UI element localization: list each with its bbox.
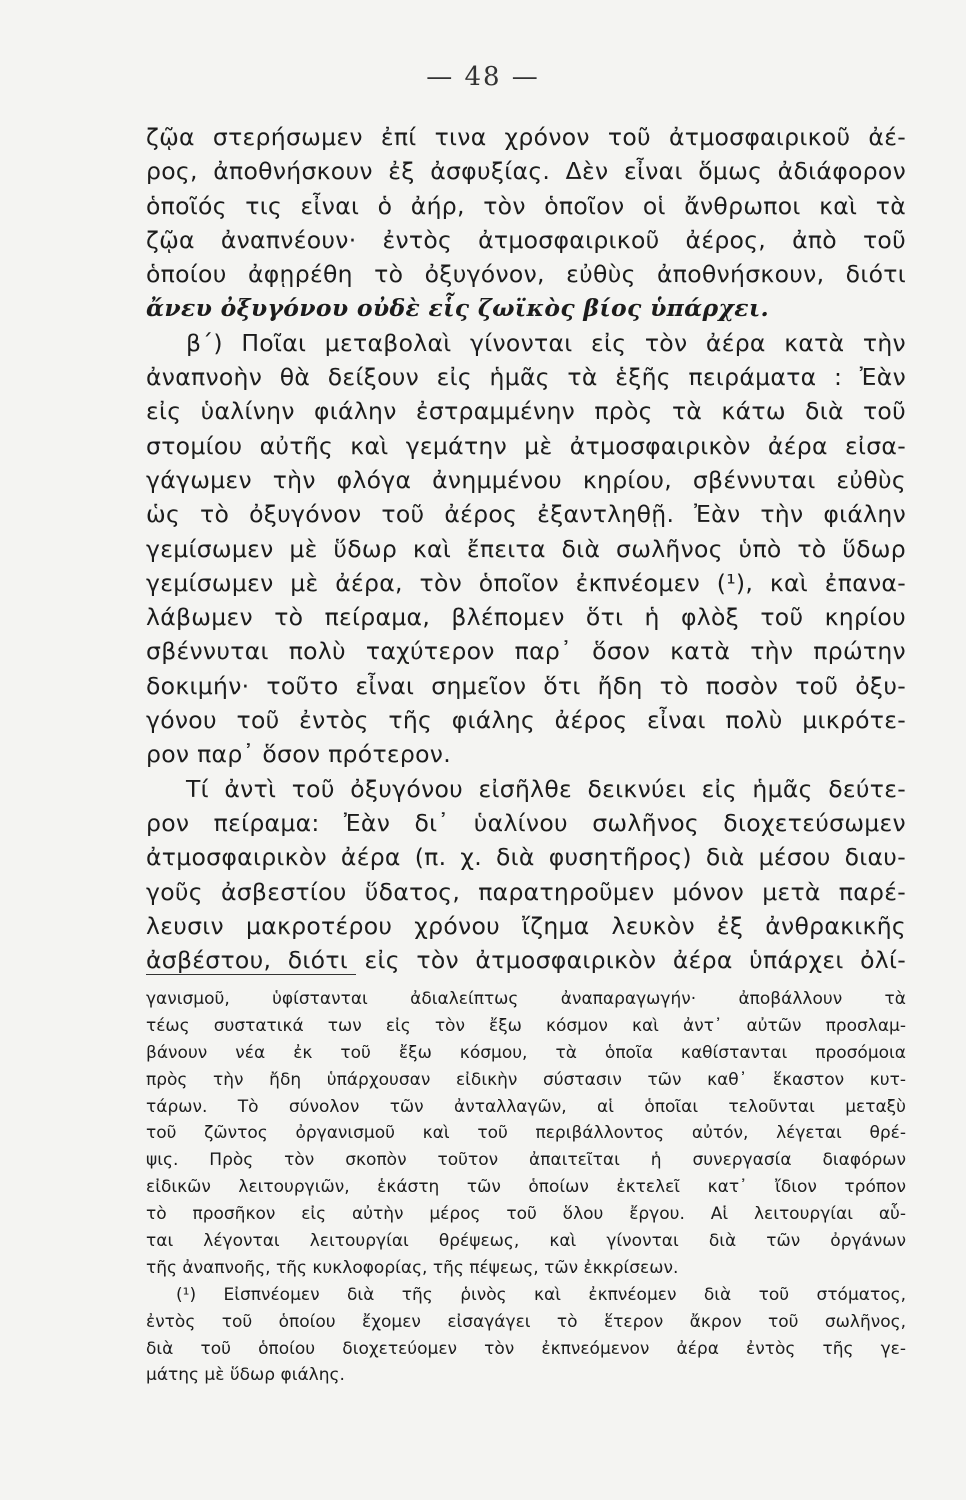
text-line: γεμίσωμεν μὲ ὕδωρ καὶ ἔπειτα διὰ σωλῆνος ὑπὸ τὸ ὕδωρ [146,534,906,563]
text-line: ὡς τὸ ὀξυγόνον τοῦ ἀέρος ἐξαντληθῇ. Ἐὰν τὴν φιάλην [146,500,906,529]
text-line: σβέννυται πολὺ ταχύτερον παρ᾽ ὅσον κατὰ τὴν πρώτην [146,637,906,666]
footnote-line: εἰδικῶν λειτουργιῶν, ἑκάστη τῶν ὁποίων ἐκτελεῖ κατ᾽ ἴδιον τρόπον [146,1177,906,1198]
text-line: ζῷα στερήσωμεν ἐπί τινα χρόνον τοῦ ἀτμοσφαιρικοῦ ἀέ- [146,123,906,151]
text-line: ὁποίου ἀφῃρέθη τὸ ὀξυγόνον, εὐθὺς ἀποθνήσκουν, διότι [146,260,906,289]
text-line: ὁποῖός τις εἶναι ὁ ἀήρ, τὸν ὁποῖον οἱ ἄνθρωποι καὶ τὰ [146,191,906,220]
text-line: γάγωμεν τὴν φλόγα ἀνημμένου κηρίου, σβέννυται εὐθὺς [146,465,906,494]
text-line: λάβωμεν τὸ πείραμα, βλέπομεν ὅτι ἡ φλὸξ τοῦ κηρίου [146,603,906,632]
paragraph-start: Τί ἀντὶ τοῦ ὀξυγόνου εἰσῆλθε δεικνύει εἰς ἡμᾶς δεύτε- [186,774,906,803]
text-line: ἀσβέστου, διότι εἰς τὸν ἀτμοσφαιρικὸν ἀέρα ὑπάρχει ὀλί- [146,946,906,975]
text-line: ρος, ἀποθνήσκουν ἐξ ἀσφυξίας. Δὲν εἶναι ὅμως ἀδιάφορον [146,157,906,186]
text-line: ρον παρ᾽ ὅσον πρότερον. [146,740,451,769]
footnote-line: τέως συστατικά των εἰς τὸν ἔξω κόσμον καὶ ἀντ᾽ αὐτῶν προσλαμ- [146,1015,906,1036]
text-line: ἀτμοσφαιρικὸν ἀέρα (π. χ. διὰ φυσητῆρος) διὰ μέσου διαυ- [146,843,906,872]
text-line: ἀναπνοὴν θὰ δείξουν εἰς ἡμᾶς τὰ ἑξῆς πειράματα : Ἐὰν [146,363,906,392]
text-line: εἰς ὑαλίνην φιάλην ἐστραμμένην πρὸς τὰ κάτω διὰ τοῦ [146,397,906,426]
footnotes [146,986,906,1389]
footnote-line: μάτης μὲ ὕδωρ φιάλης. [146,1365,345,1386]
footnote-line: ψις. Πρὸς τὸν σκοπὸν τοῦτον ἀπαιτεῖται ἡ συνεργασία διαφόρων [146,1150,906,1171]
footnote-line: γανισμοῦ, ὑφίστανται ἀδιαλείπτως ἀναπαραγωγήν· ἀποβάλλουν τὰ [146,989,906,1009]
text-line: δοκιμήν· τοῦτο εἶναι σημεῖον ὅτι ἤδη τὸ ποσὸν τοῦ ὀξυ- [146,671,906,700]
footnote-line: τὸ προσῆκον εἰς αὐτὴν μέρος τοῦ ὅλου ἔργου. Αἱ λειτουργίαι αὗ- [146,1204,906,1225]
text-line: στομίου αὐτῆς καὶ γεμάτην μὲ ἀτμοσφαιρικὸν ἀέρα εἰσα- [146,431,906,460]
text-line: γοῦς ἀσβεστίου ὕδατος, παρατηροῦμεν μόνον μετὰ παρέ- [146,877,906,906]
page-number: — 48 — [426,62,540,92]
text-line: λευσιν μακροτέρου χρόνου ἴζημα λευκὸν ἐξ ἀνθρακικῆς [146,911,906,940]
main-text [146,120,906,977]
footnote-line: τῆς ἀναπνοῆς, τῆς κυκλοφορίας, τῆς πέψεως, τῶν ἐκκρίσεων. [146,1257,679,1278]
text-line: ρον πείραμα: Ἐὰν δι᾽ ὑαλίνου σωλῆνος διοχετεύσωμεν [146,808,906,837]
footnote-line: διὰ τοῦ ὁποίου διοχετεύομεν τὸν ἐκπνεόμενον ἀέρα ἐντὸς τῆς γε- [146,1338,906,1359]
paragraph-start: β΄) Ποῖαι μεταβολαὶ γίνονται εἰς τὸν ἀέρα κατὰ τὴν [186,328,906,357]
footnote-line: ται λέγονται λειτουργίαι θρέψεως, καὶ γίνονται διὰ τῶν ὀργάνων [146,1231,906,1252]
text-line: γόνου τοῦ ἐντὸς τῆς φιάλης ἀέρος εἶναι πολὺ μικρότε- [146,706,906,735]
footnote-marker-line: (¹) Εἰσπνέομεν διὰ τῆς ῥινὸς καὶ ἐκπνέομεν διὰ τοῦ στόματος, [176,1284,906,1305]
text-line: γεμίσωμεν μὲ ἀέρα, τὸν ὁποῖον ἐκπνέομεν (¹), καὶ ἐπανα- [146,568,906,597]
footnote-line: τοῦ ζῶντος ὀργανισμοῦ καὶ τοῦ περιβάλλοντος αὐτόν, λέγεται θρέ- [146,1123,906,1144]
emphasized-line: ἄνευ ὀξυγόνου οὐδὲ εἷς ζωϊκὸς βίος ὑπάρχει. [146,294,769,323]
footnote-line: βάνουν νέα ἐκ τοῦ ἔξω κόσμου, τὰ ὁποῖα καθίστανται προσόμοια [146,1042,906,1063]
footnote-line: ἐντὸς τοῦ ὁποίου ἔχομεν εἰσαγάγει τὸ ἕτερον ἄκρον τοῦ σωλῆνος, [146,1311,906,1332]
footnote-line: πρὸς τὴν ἤδη ὑπάρχουσαν εἰδικὴν σύστασιν τῶν καθ᾽ ἕκαστον κυτ- [146,1069,906,1090]
footnote-divider [146,974,356,975]
footnote-line: τάρων. Τὸ σύνολον τῶν ἀνταλλαγῶν, αἱ ὁποῖαι τελοῦνται μεταξὺ [146,1096,906,1117]
text-line: ζῷα ἀναπνέουν· ἐντὸς ἀτμοσφαιρικοῦ ἀέρος, ἀπὸ τοῦ [146,225,906,254]
